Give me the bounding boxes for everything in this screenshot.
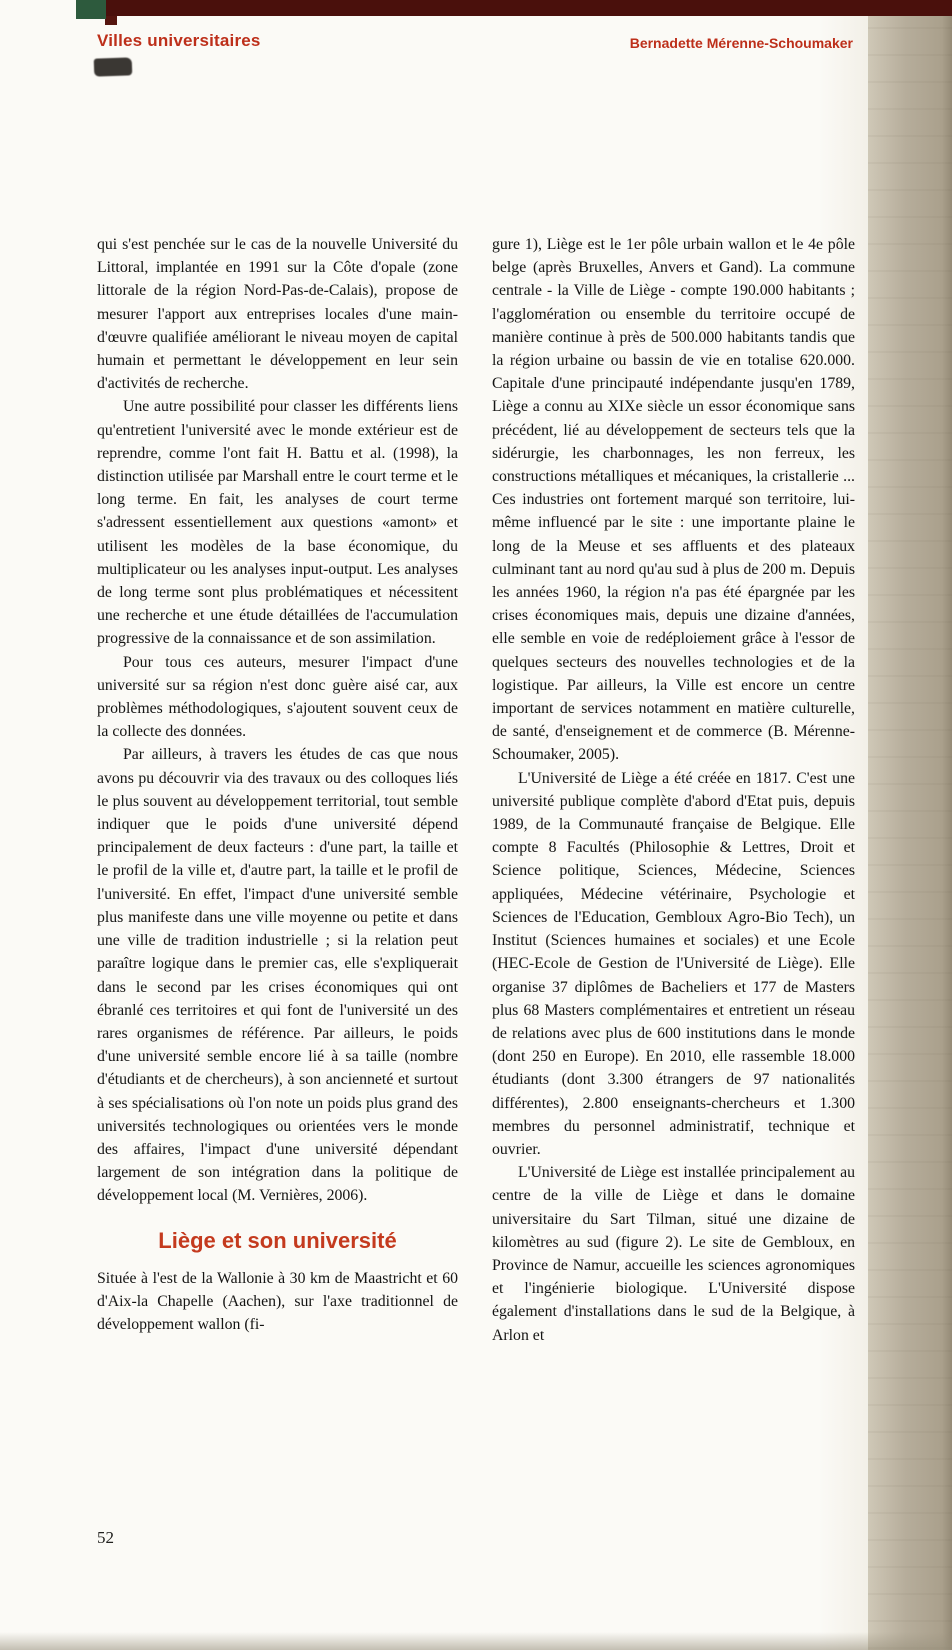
paragraph: Pour tous ces auteurs, mesurer l'impact d'une université sur sa région n'est donc guère aisé car, aux problèmes méthodologiques, s'ajoutent souvent ceux de la collecte des données. xyxy=(97,653,458,741)
page-edge-shadow xyxy=(868,0,952,1650)
corner-green-block xyxy=(76,0,106,19)
paragraph: Située à l'est de la Wallonie à 30 km de Maastricht et 60 d'Aix-la Chapelle (Aachen), sur l'axe traditionnel de développement wallon (fi- xyxy=(97,1269,458,1333)
page-bottom-edge xyxy=(0,1632,952,1650)
page-number: 52 xyxy=(97,1528,114,1547)
paragraph: gure 1), Liège est le 1er pôle urbain wallon et le 4e pôle belge (après Bruxelles, Anvers et Gand). La commune centrale - la Ville de Liège - compte 190.000 habitants ; l'agglomération ou ensemble du territoire occupé de manière continue à près de 500.000 habitants tandis que la région urbaine ou bassin de vie en totalise 620.000. Capitale d'une principauté indépendante jusqu'en 1789, Liège a connu au XIXe siècle un essor économique sans précédent, lié au développement de secteurs tels que la sidérurgie, les charbonnages, les non ferreux, les constructions métalliques et mécaniques, la cristallerie ... Ces industries ont fortement marqué son territoire, lui-même influencé par le site : une importante plaine le long de la Meuse et ses affluents et des plateaux culminant tant au nord qu'au sud à plus de 200 m. Depuis les années 1960, la région n'a pas été épargnée par les crises économiques mais, depuis une dizaine d'années, elle semble en voie de redéploiement grâce à l'essor de quelques secteurs des nouvelles technologies et de la logistique. Par ailleurs, la Ville est encore un centre important de services notamment en matière culturelle, de santé, d'enseignement et de commerce (B. Mérenne-Schoumaker, 2005). xyxy=(492,236,855,764)
paragraph: Par ailleurs, à travers les études de cas que nous avons pu découvrir via des travaux ou des colloques liés le plus souvent au développement territorial, tout semble indiquer que le poids d'une université dépend principalement de deux facteurs : d'une part, la taille et le profil de la ville et, d'autre part, la taille et le profil de l'université. En effet, l'impact d'une université semble plus manifeste dans une ville moyenne ou petite et dans une ville de tradition industrielle ; si la relation peut paraître logique dans le premier cas, elle s'expliquerait dans le second par les crises économiques qui ont ébranlé ces territoires et qui font de l'université un des rares organismes de référence. Par ailleurs, le poids d'une université semble encore lié à sa taille (nombre d'étudiants et de chercheurs), à son ancienneté et surtout à ses spécialisations où l'on note un poids plus grand des universités technologiques ou orientées vers le monde des affaires, l'impact d'une université dépendant largement de son intégration dans la politique de développement local (M. Vernières, 2006). xyxy=(97,746,458,1205)
ink-smudge-artifact xyxy=(94,57,133,76)
right-column xyxy=(492,233,855,1347)
running-header-right: Bernadette Mérenne-Schoumaker xyxy=(629,35,853,51)
paragraph: L'Université de Liège a été créée en 1817. C'est une université publique complète d'abord d'Etat puis, depuis 1989, de la Communauté française de Belgique. Elle compte 8 Facultés (Philosophie & Lettres, Droit et Science politique, Sciences, Médecine, Sciences appliquées, Médecine vétérinaire, Psychologie et Sciences de l'Education, Gembloux Agro-Bio Tech), un Institut (Sciences humaines et sociales) et une Ecole (HEC-Ecole de Gestion de l'Université de Liège). Elle organise 37 diplômes de Bacheliers et 177 de Masters plus 68 Masters complémentaires et entretient un réseau de relations avec plus de 600 institutions dans le monde (dont 250 en Europe). En 2010, elle rassemble 18.000 étudiants (dont 3.300 étrangers de 97 nationalités différentes), 2.800 enseignants-chercheurs et 1.300 membres du personnel administratif, technique et ouvrier. xyxy=(492,769,855,1158)
left-column xyxy=(97,233,458,1336)
paragraph: Une autre possibilité pour classer les différents liens qu'entretient l'université avec le monde extérieur est de reprendre, comme l'ont fait H. Battu et al. (1998), la distinction utilisée par Marshall entre le court terme et le long terme. En fait, les analyses de court terme s'adressent essentiellement aux questions «amont» et utilisent les modèles de la base économique, du multiplicateur ou les analyses input-output. Les analyses de long terme sont plus problématiques et nécessitent une recherche et une étude détaillées de l'accumulation progressive de la connaissance et de son assimilation. xyxy=(97,398,458,648)
top-bar-notch xyxy=(105,16,117,25)
running-header-left: Villes universitaires xyxy=(97,31,261,50)
paragraph: qui s'est penchée sur le cas de la nouvelle Université du Littoral, implantée en 1991 sur la Côte d'opale (zone littorale de la région Nord-Pas-de-Calais), propose de mesurer l'apport aux entreprises locales d'une main-d'œuvre qualifiée améliorant le niveau moyen de capital humain et permettant le développement en leur sein d'activités de recherche. xyxy=(97,236,458,393)
section-heading: Liège et son université xyxy=(158,1227,397,1253)
paragraph: L'Université de Liège est installée principalement au centre de la ville de Liège et dans le domaine universitaire du Sart Tilman, situé une dizaine de kilomètres au sud (figure 2). Le site de Gembloux, en Province de Namur, accueille les sciences agronomiques et l'ingénierie biologique. L'Université dispose également d'installations dans le sud de la Belgique, à Arlon et xyxy=(492,1164,855,1344)
top-decoration-bar xyxy=(105,0,952,16)
